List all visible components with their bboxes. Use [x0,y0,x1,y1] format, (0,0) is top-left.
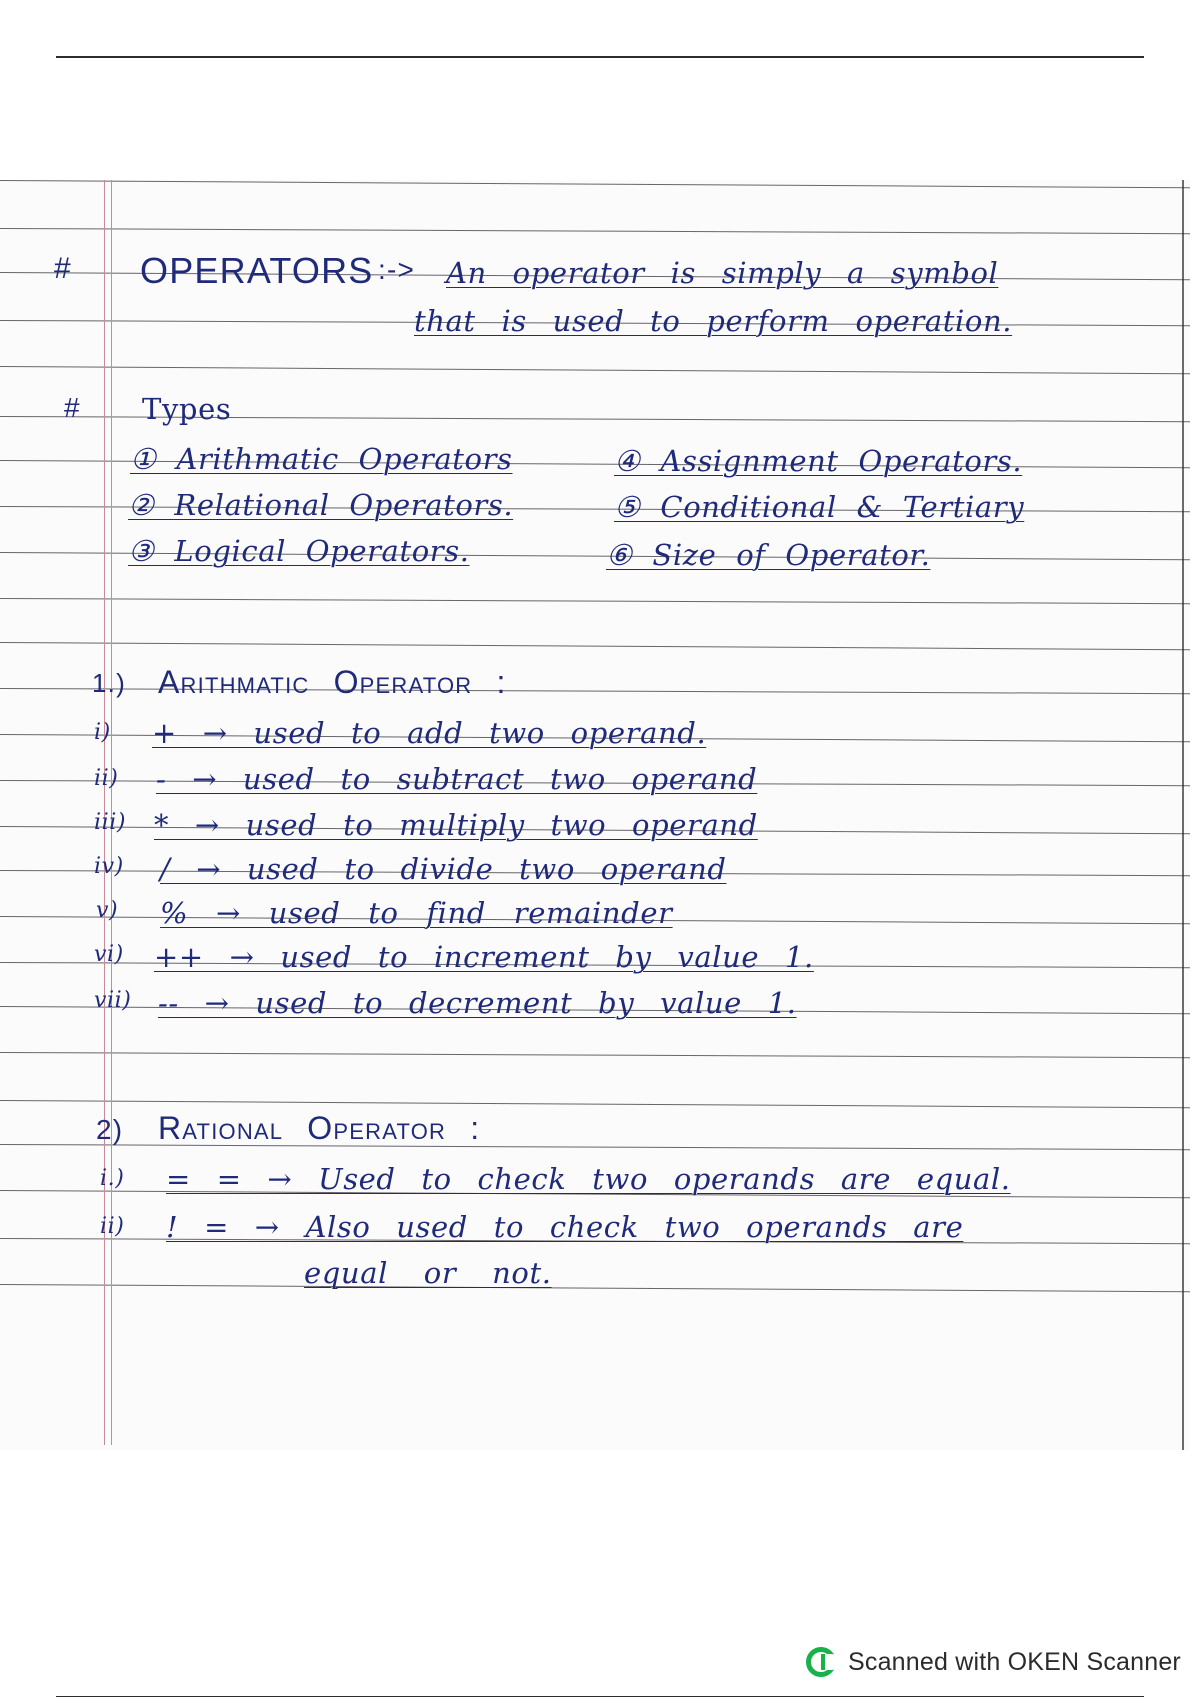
section-title: Arithmatic Operator : [158,664,507,700]
ruled-line [0,1284,1190,1293]
operator-row: % → used to find remainder [160,896,673,930]
bottom-divider [56,1696,1144,1697]
row-index: vi) [94,942,124,967]
type-item: ⑤ Conditional & Tertiary [614,490,1025,524]
definition-line-2: that is used to perform operation. [414,304,1013,338]
operator-row: = = → Used to check two operands are equal. [166,1162,1011,1196]
ruled-line [0,180,1190,189]
ruled-line [0,366,1190,375]
operator-row: ! = → Also used to check two operands are [166,1210,964,1244]
row-index: ii) [100,1214,125,1239]
type-item: ① Arithmatic Operators [130,442,513,476]
operator-row-continuation: equal or not. [304,1256,552,1290]
ruled-line [0,228,1190,235]
scanner-label: Scanned with OKEN Scanner [848,1647,1181,1676]
title-separator: :-> [378,254,416,285]
operator-row: ++ → used to increment by value 1. [154,940,814,974]
row-index: v) [96,898,119,923]
row-index: ii) [94,766,119,791]
type-item: ③ Logical Operators. [128,534,470,568]
page-edge [1182,180,1184,1450]
operator-row: / → used to divide two operand [160,852,727,886]
row-index: iv) [94,854,124,879]
types-heading: Types [142,392,232,426]
type-item: ② Relational Operators. [128,488,514,522]
type-item: ⑥ Size of Operator. [606,538,931,572]
ruled-line [0,642,1190,651]
row-index: i.) [100,1166,125,1191]
type-item: ④ Assignment Operators. [614,444,1023,478]
definition-line-1: An operator is simply a symbol [446,256,999,290]
row-index: i) [94,720,111,745]
types-hash: # [64,392,81,423]
section-title: Rational Operator : [158,1110,481,1146]
heading-hash: # [54,252,72,285]
operator-row: -- → used to decrement by value 1. [158,986,797,1020]
section-number: 2) [96,1114,124,1145]
row-index: iii) [94,810,127,835]
scanner-logo-icon [806,1647,836,1677]
operator-row: - → used to subtract two operand [156,762,758,796]
operator-row: + → used to add two operand. [152,716,707,750]
page-title: OPERATORS [140,250,374,291]
scanner-watermark [806,1644,1181,1680]
top-divider [56,56,1144,58]
operator-row: * → used to multiply two operand [154,808,758,842]
section-number: 1.) [92,668,126,698]
ruled-line [0,598,1190,605]
notebook-page [0,180,1190,1450]
ruled-line [0,1052,1190,1059]
row-index: vii) [94,988,132,1013]
ruled-line [0,1100,1190,1109]
